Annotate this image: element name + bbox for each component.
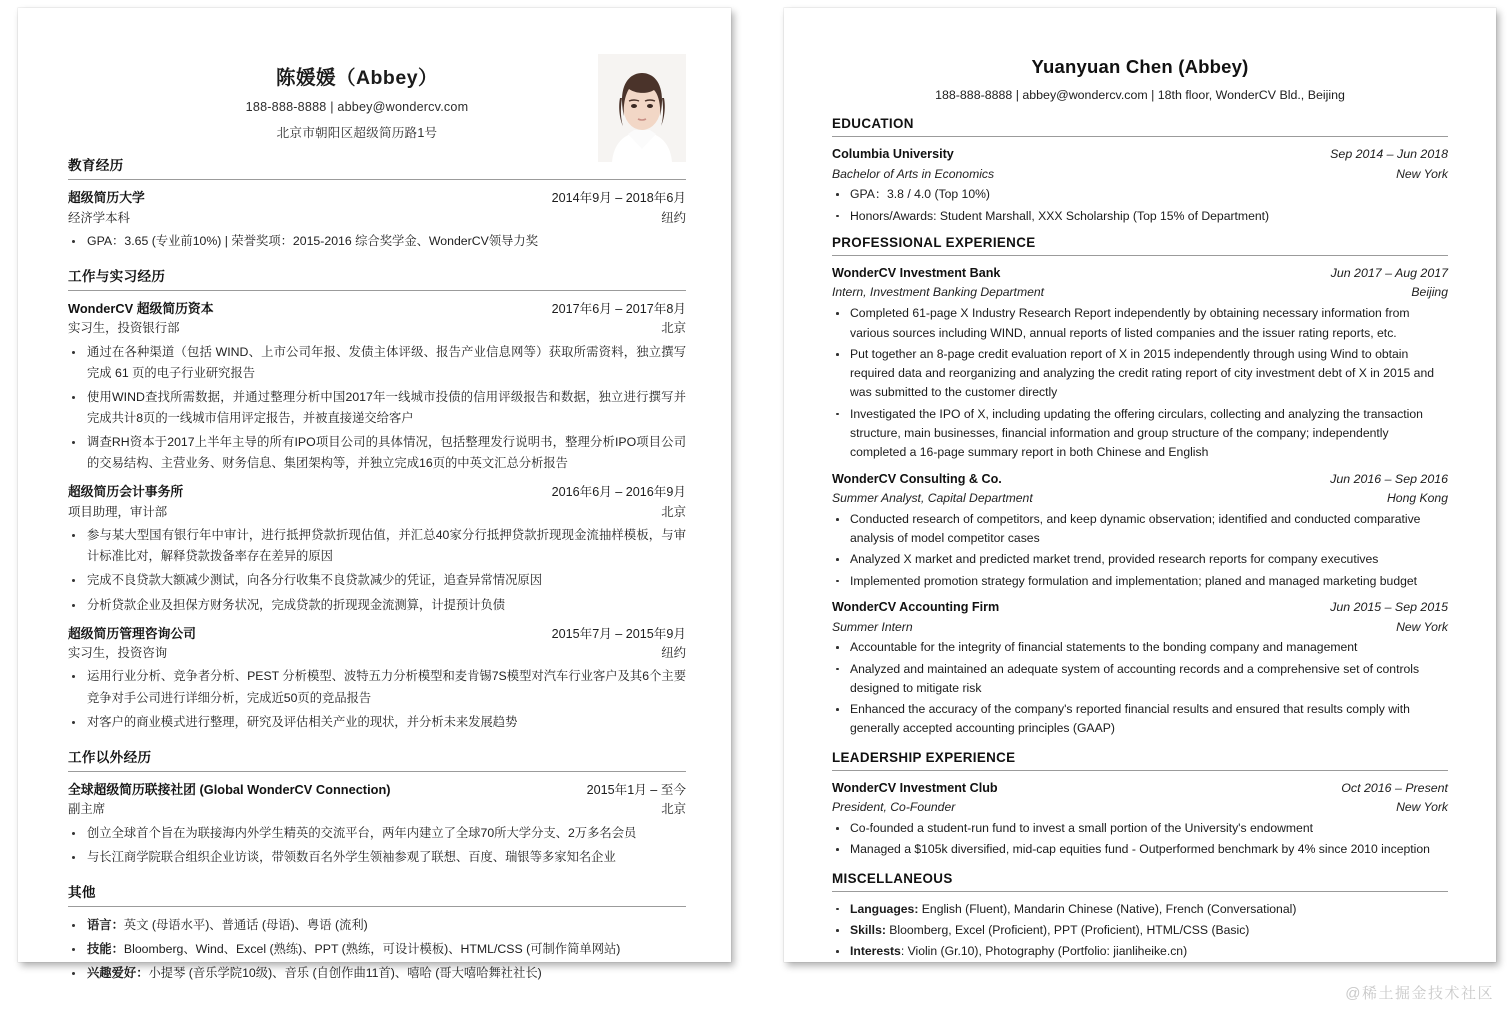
entry-role: 实习生，投资银行部 <box>68 321 180 336</box>
bullet-item: Conducted research of competitors, and keep dynamic observation; identified and conducted comparative analysis of model competitor cases <box>832 510 1448 549</box>
bullet-item: 调查RH资本于2017上半年主导的所有IPO项目公司的具体情况，包括整理发行说明书，整理分析IPO项目公司的交易结构、主营业务、财务信息、集团架构等，并独立完成16页的中英文汇总分析报告 <box>68 432 686 474</box>
entry-item <box>832 598 1448 739</box>
entry-date: Jun 2017 – Aug 2017 <box>1330 265 1448 280</box>
entry-location: New York <box>1396 166 1448 181</box>
entry-bullet-list <box>68 525 686 616</box>
entry-header-row <box>832 470 1448 490</box>
bullet-item: Put together an 8-page credit evaluation report of X in 2015 independently through using Wind to obtain required data and reorganizing and analyzing the credit rating report of city investment debt of X in 2015 and was submitted to the customer directly <box>832 345 1448 403</box>
bullet-item: Completed 61-page X Industry Research Report independently by obtaining necessary information from various sources including WIND, annual reports of listed companies and the issuer rating reports, etc. <box>832 304 1448 343</box>
entry-item <box>68 624 686 733</box>
section-heading: PROFESSIONAL EXPERIENCE <box>832 234 1036 250</box>
bullet-item: Managed a $105k diversified, mid-cap equities fund - Outperformed benchmark by 4% since 2010 inception <box>832 840 1448 859</box>
entry-bullet-list <box>832 819 1448 860</box>
bullet-item: GPA：3.8 / 4.0 (Top 10%) <box>832 185 1448 204</box>
entry-subheader-row <box>832 283 1448 302</box>
bullet-item: 对客户的商业模式进行整理，研究及评估相关产业的现状，并分析未来发展趋势 <box>68 712 686 733</box>
entry-date: 2016年6月 – 2016年9月 <box>551 485 686 500</box>
entry-location: 北京 <box>661 504 686 519</box>
section-other-cn <box>68 881 686 984</box>
entry-location: New York <box>1396 800 1448 815</box>
entry-subheader-row <box>832 618 1448 637</box>
bullet-label: Interests <box>850 944 901 959</box>
entry-organization: WonderCV Investment Bank <box>832 265 1001 280</box>
entry-organization: 超级简历管理咨询公司 <box>68 625 196 641</box>
bullet-text: Bloomberg、Wind、Excel (熟练)、PPT (熟练，可设计模板)、HTML/CSS (可制作简单网站) <box>123 942 621 957</box>
entry-organization: WonderCV 超级简历资本 <box>68 300 214 316</box>
entry-item <box>832 779 1448 860</box>
entry-organization: WonderCV Investment Club <box>832 780 998 795</box>
entry-organization: WonderCV Consulting & Co. <box>832 471 1002 486</box>
section-miscellaneous-en <box>832 871 1448 962</box>
entry-bullet-list <box>832 638 1448 738</box>
section-divider <box>68 290 686 291</box>
bullet-label: 语言： <box>87 917 124 932</box>
entry-header-row <box>68 188 686 209</box>
section-education-cn <box>68 154 686 252</box>
entry-header-row <box>832 598 1448 618</box>
entry-role: Intern, Investment Banking Department <box>832 285 1045 300</box>
bullet-item: 通过在各种渠道（包括 WIND、上市公司年报、发债主体评级、报告产业信息网等）获取所需资料，独立撰写完成 61 页的电子行业研究报告 <box>68 342 686 384</box>
bullet-item: Analyzed X market and predicted market trend, provided research reports for company executives <box>832 550 1448 569</box>
section-extracurricular-cn <box>68 746 686 868</box>
bullet-label: 兴趣爱好： <box>87 966 149 981</box>
chinese-header-text <box>68 50 686 141</box>
bullet-item: Accountable for the integrity of financial statements to the bonding company and management <box>832 638 1448 657</box>
bullet-item-skills <box>68 939 686 960</box>
entry-organization: 超级简历大学 <box>68 190 145 205</box>
entry-bullet-list <box>68 666 686 732</box>
entry-subheader-row <box>68 503 686 522</box>
entry-bullet-list <box>68 342 686 475</box>
entry-item <box>832 470 1448 591</box>
entry-header-row <box>68 299 686 320</box>
chinese-resume-header <box>68 50 686 141</box>
bullet-item: 参与某大型国有银行年中审计，进行抵押贷款折现估值，并汇总40家分行抵押贷款折现现金流抽样模板，与审计标准比对，解释贷款拨备率存在差异的原因 <box>68 525 686 567</box>
bullet-item: Implemented promotion strategy formulation and implementation; planed and managed marketing budget <box>832 572 1448 591</box>
section-divider <box>68 771 686 772</box>
bullet-item: GPA：3.65 (专业前10%) | 荣誉奖项：2015-2016 综合奖学金、WonderCV领导力奖 <box>68 231 686 252</box>
entry-subheader-row <box>832 798 1448 817</box>
bullet-item-interests <box>68 963 686 984</box>
entry-date: Jun 2016 – Sep 2016 <box>1330 471 1448 486</box>
page-title: Yuanyuan Chen (Abbey) <box>1031 56 1249 77</box>
bullet-item: Co-founded a student-run fund to invest a small portion of the University's endowment <box>832 819 1448 838</box>
entry-subheader-row <box>68 319 686 338</box>
address-line: 北京市朝阳区超级简历路1号 <box>276 126 438 140</box>
resume-page-chinese <box>18 8 731 981</box>
bullet-item: Analyzed and maintained an adequate system of accounting records and a comprehensive set of controls designed to mitigate risk <box>832 660 1448 699</box>
entry-item <box>832 145 1448 226</box>
entry-role: Bachelor of Arts in Economics <box>832 166 995 181</box>
entry-subheader-row <box>832 489 1448 508</box>
entry-location: Beijing <box>1411 285 1448 300</box>
bullet-item: Enhanced the accuracy of the company's reported financial results and ensured that results comply with generally accepted accounting principles (GAAP) <box>832 700 1448 739</box>
section-divider <box>68 906 686 907</box>
entry-item <box>68 780 686 868</box>
bullet-item: 分析贷款企业及担保方财务状况，完成贷款的折现现金流测算，计提预计负债 <box>68 595 686 616</box>
contact-line: 188-888-8888 | abbey@wondercv.com <box>245 100 469 114</box>
entry-header-row <box>832 779 1448 799</box>
bullet-item: Honors/Awards: Student Marshall, XXX Scholarship (Top 15% of Department) <box>832 207 1448 226</box>
entry-date: 2015年7月 – 2015年9月 <box>551 626 686 641</box>
section-divider <box>832 136 1448 137</box>
entry-date: Jun 2015 – Sep 2015 <box>1330 599 1448 614</box>
entry-role: 副主席 <box>68 802 106 817</box>
bullet-label: Skills: <box>850 922 886 937</box>
section-education-en <box>832 116 1448 226</box>
entry-header-row <box>832 145 1448 165</box>
entry-date: Sep 2014 – Jun 2018 <box>1330 147 1448 161</box>
bullet-item: Investigated the IPO of X, including updating the offering circulars, collecting and analyzing the transaction structure, main businesses, financial information and group structure of the company; independently completed a 16-page summary report in both Chinese and English <box>832 405 1448 463</box>
entry-location: 北京 <box>661 802 686 817</box>
entry-date: 2015年1月 – 至今 <box>586 782 686 797</box>
entry-bullet-list <box>832 304 1448 462</box>
entry-bullet-list <box>68 823 686 868</box>
entry-location: 纽约 <box>661 646 686 661</box>
entry-subheader-row <box>832 165 1448 184</box>
entry-header-row <box>832 264 1448 284</box>
entry-item <box>68 188 686 252</box>
entry-role: President, Co-Founder <box>832 800 956 815</box>
entry-role: Summer Analyst, Capital Department <box>832 491 1033 506</box>
entry-bullet-list <box>832 185 1448 226</box>
entry-bullet-list <box>832 510 1448 591</box>
other-bullet-list <box>68 915 686 984</box>
bullet-item: 使用WIND查找所需数据，并通过整理分析中国2017年一线城市投债的信用评级报告和数据，独立进行撰写并完成共计8页的一线城市信用评定报告，并被直接递交给客户 <box>68 387 686 429</box>
entry-location: Hong Kong <box>1387 491 1448 506</box>
bullet-label: 技能： <box>87 942 124 957</box>
bullet-item-interests <box>832 942 1448 961</box>
bullet-item-language <box>68 915 686 936</box>
page-title: 陈媛媛（Abbey） <box>275 67 439 89</box>
contact-line: 188-888-8888 | abbey@wondercv.com | 18th floor, WonderCV Bld., Beijing <box>935 88 1345 102</box>
entry-role: 经济学本科 <box>68 210 130 225</box>
entry-header-row <box>68 482 686 503</box>
english-resume-header <box>832 56 1448 102</box>
entry-organization: 全球超级简历联接社团 (Global WonderCV Connection) <box>68 781 391 797</box>
misc-bullet-list <box>832 900 1448 962</box>
entry-location: 北京 <box>661 321 686 336</box>
section-heading: 其他 <box>68 884 96 900</box>
entry-item <box>832 264 1448 463</box>
entry-header-row <box>68 624 686 645</box>
entry-organization: WonderCV Accounting Firm <box>832 599 1000 614</box>
section-heading: EDUCATION <box>832 116 914 131</box>
entry-subheader-row <box>68 209 686 228</box>
entry-location: New York <box>1396 619 1448 634</box>
entry-role: 项目助理，审计部 <box>68 504 168 519</box>
resume-page-english <box>784 8 1496 962</box>
entry-item <box>68 482 686 615</box>
bullet-label: Languages: <box>850 901 919 916</box>
section-professional-experience-en <box>832 235 1448 739</box>
entry-organization: Columbia University <box>832 147 954 161</box>
entry-location: 纽约 <box>661 210 686 225</box>
bullet-text: English (Fluent), Mandarin Chinese (Native), French (Conversational) <box>918 901 1297 916</box>
bullet-item: 创立全球首个旨在为联接海内外学生精英的交流平台，两年内建立了全球70所大学分支、2万多名会员 <box>68 823 686 844</box>
bullet-item: 完成不良贷款大额减少测试，向各分行收集不良贷款减少的凭证，追查异常情况原因 <box>68 570 686 591</box>
bullet-item-languages <box>832 900 1448 919</box>
avatar <box>598 54 686 162</box>
section-divider <box>832 770 1448 771</box>
entry-organization: 超级简历会计事务所 <box>68 484 184 500</box>
entry-subheader-row <box>68 800 686 819</box>
bullet-item-skills <box>832 921 1448 940</box>
entry-date: 2014年9月 – 2018年6月 <box>551 191 686 205</box>
entry-date: Oct 2016 – Present <box>1341 780 1448 795</box>
entry-role: Summer Intern <box>832 619 913 634</box>
bullet-text: : Violin (Gr.10), Photography (Portfolio: jianliheike.cn) <box>900 944 1188 959</box>
section-divider <box>832 255 1448 256</box>
section-heading: 工作以外经历 <box>68 749 152 765</box>
entry-header-row <box>68 780 686 801</box>
watermark-text: @稀土掘金技术社区 <box>1345 985 1494 1002</box>
section-divider <box>832 891 1448 892</box>
entry-item <box>68 299 686 475</box>
section-divider <box>68 179 686 180</box>
entry-date: 2017年6月 – 2017年8月 <box>551 301 686 316</box>
bullet-text: 小提琴 (音乐学院10级)、音乐 (自创作曲11首)、嘻哈 (哥大嘻哈舞社社长) <box>148 966 542 981</box>
bullet-item: 与长江商学院联合组织企业访谈，带领数百名外学生领袖参观了联想、百度、瑞银等多家知名企业 <box>68 847 686 868</box>
entry-subheader-row <box>68 644 686 663</box>
section-leadership-experience-en <box>832 750 1448 860</box>
bullet-text: 英文 (母语水平)、普通话 (母语)、粤语 (流利) <box>123 917 368 932</box>
bullet-text: Bloomberg, Excel (Proficient), PPT (Proficient), HTML/CSS (Basic) <box>885 922 1250 937</box>
bullet-item: 运用行业分析、竞争者分析、PEST 分析模型、波特五力分析模型和麦肯锡7S模型对汽车行业客户及其6个主要竞争对手公司进行详细分析，完成近50页的竞品报告 <box>68 666 686 708</box>
section-heading: 教育经历 <box>68 158 124 173</box>
section-work-experience-cn <box>68 265 686 733</box>
entry-bullet-list <box>68 231 686 252</box>
section-heading: 工作与实习经历 <box>68 268 166 284</box>
entry-role: 实习生，投资咨询 <box>68 646 168 661</box>
section-heading: LEADERSHIP EXPERIENCE <box>832 749 1016 765</box>
section-heading: MISCELLANEOUS <box>832 870 953 886</box>
